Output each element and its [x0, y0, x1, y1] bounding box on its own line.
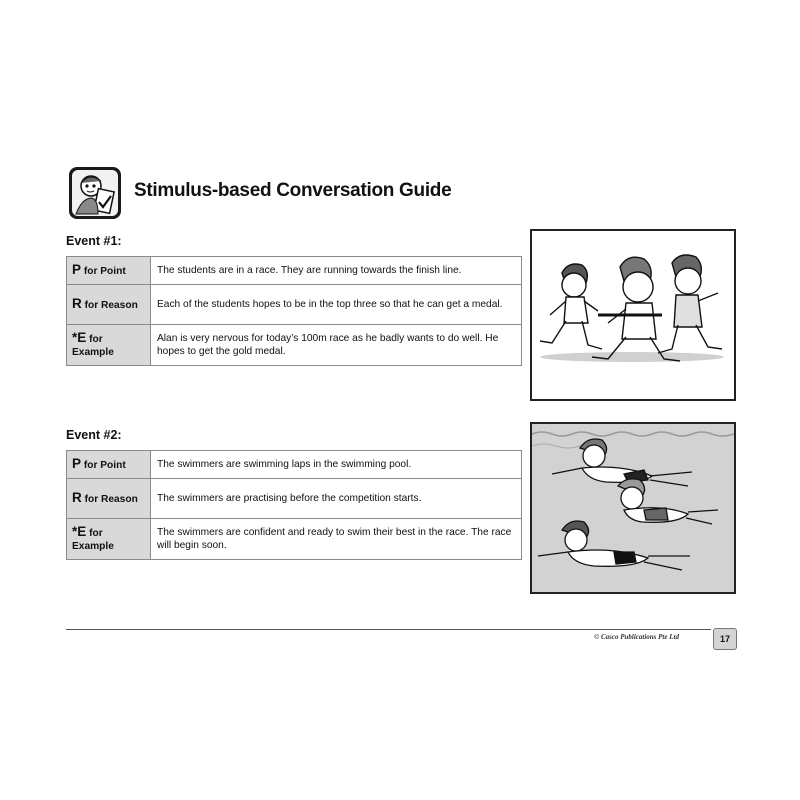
point-label: P for Point — [67, 257, 151, 285]
swimming-pool-illustration — [530, 422, 736, 594]
reason-text: Each of the students hopes to be in the top three so that he can get a medal. — [151, 285, 522, 325]
page-title: Stimulus-based Conversation Guide — [134, 180, 452, 201]
table-row — [67, 257, 522, 285]
example-label: *E for Example — [67, 519, 151, 560]
page-number: 17 — [713, 628, 737, 650]
example-text: Alan is very nervous for today’s 100m race as he badly wants to do well. He hopes to get the gold medal. — [151, 325, 522, 366]
reason-label: R for Reason — [67, 285, 151, 325]
table-row — [67, 285, 522, 325]
event-2-heading: Event #2: — [66, 428, 122, 442]
example-label: *E for Example — [67, 325, 151, 366]
point-text: The students are in a race. They are running towards the finish line. — [151, 257, 522, 285]
example-text: The swimmers are confident and ready to swim their best in the race. The race will begin soon. — [151, 519, 522, 560]
event-1-heading: Event #1: — [66, 234, 122, 248]
event-2-table — [66, 450, 522, 560]
teacher-with-book-icon — [68, 166, 122, 220]
point-label: P for Point — [67, 451, 151, 479]
running-race-illustration — [530, 229, 736, 401]
table-row — [67, 479, 522, 519]
point-text: The swimmers are swimming laps in the swimming pool. — [151, 451, 522, 479]
table-row — [67, 519, 522, 560]
event-1-table — [66, 256, 522, 366]
table-row — [67, 325, 522, 366]
table-row — [67, 451, 522, 479]
copyright-text: © Casco Publications Pte Ltd — [594, 633, 679, 641]
footer-divider — [66, 629, 711, 630]
reason-text: The swimmers are practising before the competition starts. — [151, 479, 522, 519]
reason-label: R for Reason — [67, 479, 151, 519]
